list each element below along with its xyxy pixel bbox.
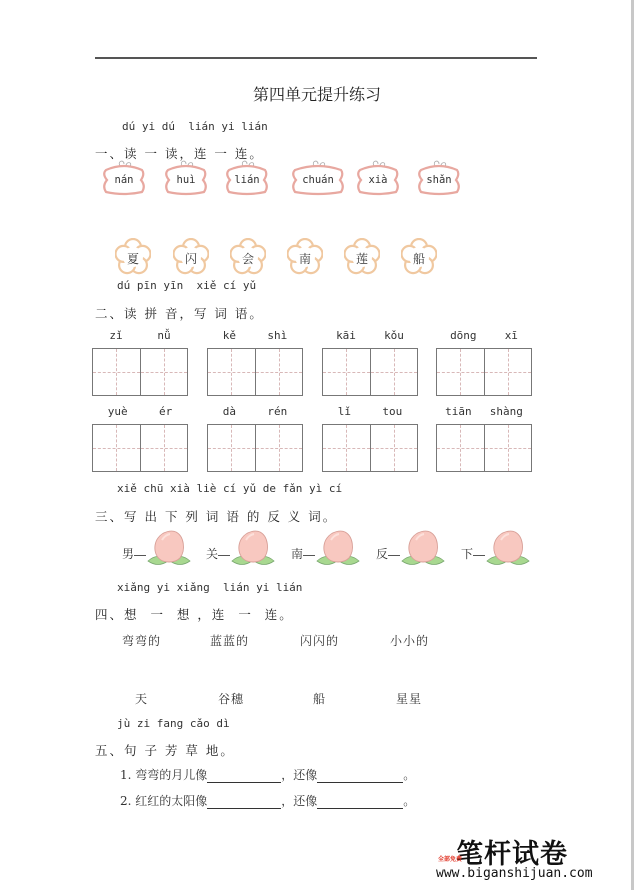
sentence-item <box>120 792 415 809</box>
antonym-word: 下 <box>461 547 474 561</box>
match-adjective[interactable]: 小小的 <box>390 634 430 648</box>
grid-pinyin <box>207 405 303 418</box>
antonym-dash <box>218 555 230 556</box>
antonym-item <box>461 528 531 570</box>
match-noun[interactable]: 谷穗 <box>218 692 245 706</box>
peach-icon[interactable] <box>400 528 446 570</box>
writing-box[interactable] <box>322 424 418 472</box>
grid-pinyin <box>92 329 188 342</box>
peach-icon[interactable] <box>485 528 531 570</box>
butterfly-card <box>102 160 146 198</box>
pinyin-syllable: dōng <box>450 329 477 342</box>
butterfly-pinyin: lián <box>234 174 260 186</box>
flower-character: 船 <box>412 252 425 266</box>
header-rule <box>95 57 537 59</box>
pinyin-syllable: tiān <box>445 405 472 418</box>
flower-card <box>173 238 209 276</box>
flower-character: 夏 <box>126 252 139 266</box>
watermark-url: www.biganshijuan.com <box>436 866 593 881</box>
tianzige-cell[interactable] <box>323 349 371 395</box>
flower-card <box>401 238 437 276</box>
peach-icon[interactable] <box>315 528 361 570</box>
pinyin-syllable: kǒu <box>384 329 404 342</box>
grid-pinyin <box>322 405 418 418</box>
peach-icon[interactable] <box>230 528 276 570</box>
section5-pinyin: jù zi fang cǎo dì <box>117 717 230 730</box>
antonym-dash <box>388 555 400 556</box>
tianzige-cell[interactable] <box>256 349 303 395</box>
pinyin-syllable: nǚ <box>157 329 171 342</box>
section3-pinyin: xiě chū xià liè cí yǔ de fǎn yì cí <box>117 482 343 495</box>
flower-card <box>344 238 380 276</box>
pinyin-syllable: ér <box>159 405 173 418</box>
pinyin-syllable: xī <box>504 329 518 342</box>
butterfly-pinyin: shǎn <box>426 174 452 186</box>
grid-pinyin <box>92 405 188 418</box>
tianzige-cell[interactable] <box>437 425 485 471</box>
tianzige-cell[interactable] <box>208 349 256 395</box>
sentence-middle: ，还像 <box>281 768 318 782</box>
tianzige-cell[interactable] <box>371 425 418 471</box>
sentence-prefix: 1. 弯弯的月儿像 <box>120 768 208 782</box>
flower-character: 闪 <box>184 252 197 266</box>
tianzige-cell[interactable] <box>485 425 532 471</box>
tianzige-cell[interactable] <box>141 425 188 471</box>
peach-icon[interactable] <box>146 528 192 570</box>
antonym-word: 南 <box>291 547 304 561</box>
tianzige-cell[interactable] <box>485 349 532 395</box>
flower-card <box>230 238 266 276</box>
butterfly-card <box>356 160 400 198</box>
watermark-brand: 笔杆试卷 <box>456 839 568 870</box>
flower-card <box>115 238 151 276</box>
grid-pinyin <box>207 329 303 342</box>
watermark-logo <box>436 832 593 881</box>
section1-pinyin: dú yi dú lián yi lián <box>122 120 268 133</box>
writing-box[interactable] <box>92 424 188 472</box>
butterfly-card <box>164 160 208 198</box>
sentence-middle: ，还像 <box>281 794 318 808</box>
butterfly-card <box>225 160 269 198</box>
antonym-dash <box>134 555 146 556</box>
tianzige-cell[interactable] <box>371 349 418 395</box>
grid-pinyin <box>436 405 532 418</box>
pinyin-syllable: shàng <box>489 405 523 418</box>
flower-character: 南 <box>298 252 311 266</box>
tianzige-cell[interactable] <box>256 425 303 471</box>
antonym-item <box>291 528 361 570</box>
answer-blank[interactable] <box>317 796 403 809</box>
watermark-badge: 全部免费 <box>438 856 463 863</box>
antonym-word: 反 <box>376 547 389 561</box>
pinyin-syllable: tou <box>382 405 403 418</box>
match-noun[interactable]: 船 <box>313 692 327 706</box>
match-adjective[interactable]: 蓝蓝的 <box>210 634 250 648</box>
butterfly-pinyin: nán <box>114 174 134 186</box>
writing-box[interactable] <box>436 348 532 396</box>
section2-heading: 二、读 拼 音，写 词 语。 <box>95 306 264 321</box>
section4-pinyin: xiǎng yi xiǎng lián yi lián <box>117 581 303 594</box>
pinyin-syllable: dà <box>222 405 236 418</box>
section1-heading: 一、读 一 读，连 一 连。 <box>95 146 264 161</box>
antonym-word: 关 <box>206 547 219 561</box>
tianzige-cell[interactable] <box>208 425 256 471</box>
grid-pinyin <box>436 329 532 342</box>
pinyin-syllable: shì <box>267 329 288 342</box>
section5-heading: 五、句 子 芳 草 地。 <box>95 743 235 758</box>
answer-blank[interactable] <box>317 770 403 783</box>
writing-box[interactable] <box>92 348 188 396</box>
match-noun[interactable]: 天 <box>135 692 149 706</box>
pinyin-syllable: lǐ <box>337 405 351 418</box>
flower-card <box>287 238 323 276</box>
antonym-item <box>376 528 446 570</box>
pinyin-syllable: zǐ <box>109 329 123 342</box>
match-noun[interactable]: 星星 <box>396 692 423 706</box>
tianzige-cell[interactable] <box>93 349 141 395</box>
pinyin-syllable: yuè <box>107 405 128 418</box>
section3-heading: 三、写 出 下 列 词 语 的 反 义 词。 <box>95 509 338 524</box>
flower-character: 会 <box>241 252 254 266</box>
antonym-dash <box>473 555 485 556</box>
section4-heading: 四、想 一 想 ，连 一 连。 <box>95 607 294 622</box>
sentence-end: 。 <box>403 768 416 782</box>
match-adjective[interactable]: 弯弯的 <box>122 634 162 648</box>
tianzige-cell[interactable] <box>437 349 485 395</box>
writing-box[interactable] <box>436 424 532 472</box>
butterfly-pinyin: xià <box>368 174 388 186</box>
writing-box[interactable] <box>322 348 418 396</box>
tianzige-cell[interactable] <box>323 425 371 471</box>
butterfly-card <box>417 160 461 198</box>
pinyin-syllable: rén <box>267 405 288 418</box>
tianzige-cell[interactable] <box>141 349 188 395</box>
pinyin-syllable: kě <box>222 329 236 342</box>
pinyin-syllable: kāi <box>336 329 356 342</box>
tianzige-cell[interactable] <box>93 425 141 471</box>
writing-box[interactable] <box>207 348 303 396</box>
match-adjective[interactable]: 闪闪的 <box>300 634 340 648</box>
writing-box[interactable] <box>207 424 303 472</box>
antonym-item <box>122 528 192 570</box>
grid-pinyin <box>322 329 418 342</box>
antonym-dash <box>303 555 315 556</box>
antonym-item <box>206 528 276 570</box>
antonym-word: 男 <box>122 547 135 561</box>
page-title: 第四单元提升练习 <box>252 85 381 104</box>
butterfly-card <box>291 160 345 198</box>
answer-blank[interactable] <box>207 796 281 809</box>
sentence-end: 。 <box>403 794 416 808</box>
flower-character: 莲 <box>355 252 368 266</box>
sentence-item <box>120 766 415 783</box>
answer-blank[interactable] <box>207 770 281 783</box>
sentence-prefix: 2. 红红的太阳像 <box>120 794 208 808</box>
butterfly-pinyin: huì <box>176 174 196 186</box>
butterfly-pinyin: chuán <box>302 174 334 186</box>
section2-pinyin: dú pīn yīn xiě cí yǔ <box>117 279 257 292</box>
